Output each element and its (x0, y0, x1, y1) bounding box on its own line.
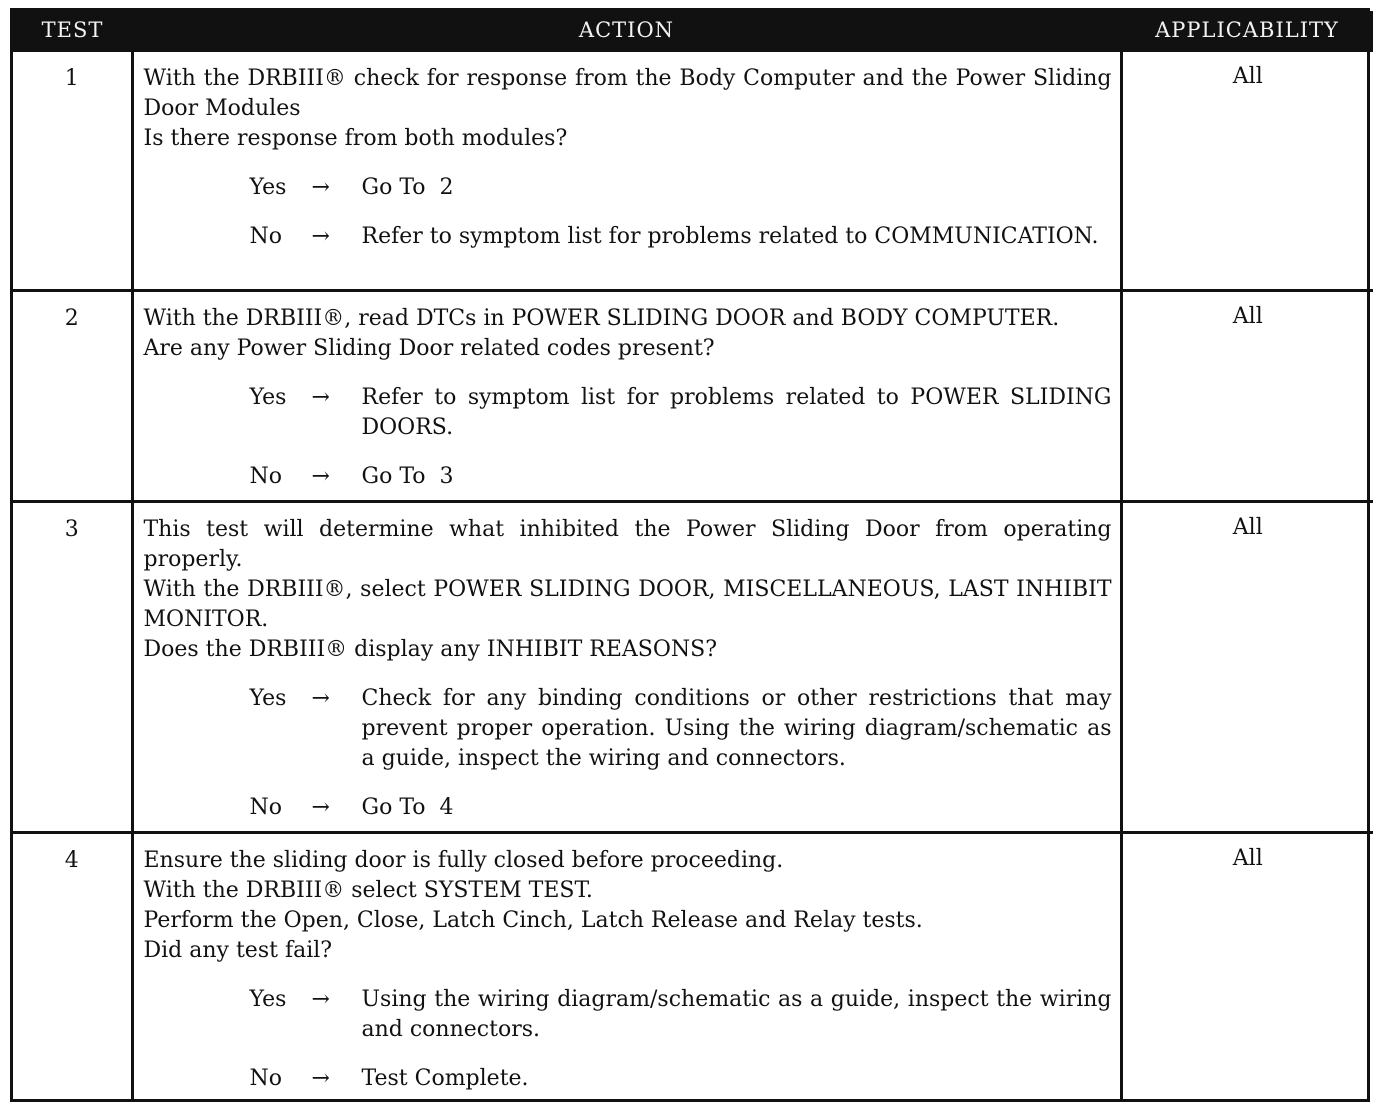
diagnostic-test-table (13, 11, 1373, 1102)
no-branch (250, 793, 1112, 823)
table-row (13, 51, 1373, 291)
table-row (13, 833, 1373, 1103)
table-header-row (13, 11, 1373, 51)
yes-label: Yes (249, 385, 287, 410)
yes-branch (250, 173, 1112, 203)
diagnostic-table-sheet (10, 8, 1370, 1102)
instruction-line: With the DRBIII®, read DTCs in POWER SLIDING DOOR and BODY COMPUTER. (143, 306, 1060, 331)
goto-number: 3 (439, 464, 454, 489)
instruction-line: Is there response from both modules? (143, 126, 568, 151)
goto-number: 4 (439, 795, 454, 820)
yes-result: Refer to symptom list for problems related to POWER SLIDING DOORS. (361, 385, 1112, 440)
arrow-right-icon: → (311, 987, 330, 1012)
goto-text: Go To (361, 464, 426, 489)
arrow-right-icon: → (311, 686, 330, 711)
instruction-line: With the DRBIII® check for response from the Body Computer and the Power Sliding Door Modules (143, 66, 1112, 121)
applicability-value: All (1121, 502, 1373, 833)
yes-label: Yes (249, 987, 287, 1012)
instruction-line: Ensure the sliding door is fully closed before proceeding. (143, 848, 784, 873)
test-number: 1 (13, 51, 132, 291)
no-branch (250, 1064, 1112, 1094)
instruction-line: Perform the Open, Close, Latch Cinch, Latch Release and Relay tests. (143, 908, 923, 933)
no-branch (250, 462, 1112, 492)
instruction-line: Does the DRBIII® display any INHIBIT REASONS? (143, 637, 717, 662)
no-result (362, 462, 1112, 492)
header-action: ACTION (132, 11, 1121, 51)
goto-text: Go To (361, 175, 426, 200)
applicability-value: All (1121, 51, 1373, 291)
instruction-line: This test will determine what inhibited the Power Sliding Door from operating properly. (143, 517, 1112, 572)
arrow-right-icon: → (311, 464, 330, 489)
applicability-value: All (1121, 291, 1373, 502)
goto-number: 2 (439, 175, 454, 200)
instruction-line: With the DRBIII® select SYSTEM TEST. (143, 878, 593, 903)
arrow-right-icon: → (311, 175, 330, 200)
no-result: Refer to symptom list for problems related to COMMUNICATION. (361, 224, 1099, 249)
table-row (13, 502, 1373, 833)
instruction-line: Are any Power Sliding Door related codes present? (143, 336, 715, 361)
action-cell (132, 291, 1121, 502)
yes-label: Yes (249, 686, 287, 711)
instruction-line: Did any test fail? (143, 938, 333, 963)
arrow-right-icon: → (311, 224, 330, 249)
table-row (13, 291, 1373, 502)
test-number: 3 (13, 502, 132, 833)
yes-branch (250, 684, 1112, 774)
header-applicability: APPLICABILITY (1121, 11, 1373, 51)
arrow-right-icon: → (311, 795, 330, 820)
no-result (362, 793, 1112, 823)
yes-result: Using the wiring diagram/schematic as a guide, inspect the wiring and connectors. (361, 987, 1112, 1042)
no-result: Test Complete. (361, 1066, 529, 1091)
yes-branch (250, 985, 1112, 1045)
no-branch (250, 222, 1112, 252)
no-label: No (249, 1066, 282, 1091)
test-number: 4 (13, 833, 132, 1103)
test-number: 2 (13, 291, 132, 502)
yes-result: Check for any binding conditions or other restrictions that may prevent proper operation. Using the wiring diagram/schematic as a guide, inspect the wiring and connectors. (361, 686, 1112, 771)
action-cell (132, 833, 1121, 1103)
arrow-right-icon: → (311, 1066, 330, 1091)
arrow-right-icon: → (311, 385, 330, 410)
goto-text: Go To (361, 795, 426, 820)
yes-branch (250, 383, 1112, 443)
action-cell (132, 502, 1121, 833)
applicability-value: All (1121, 833, 1373, 1103)
instruction-line: With the DRBIII®, select POWER SLIDING DOOR, MISCELLANEOUS, LAST INHIBIT MONITOR. (143, 577, 1112, 632)
yes-result (362, 173, 1112, 203)
header-test: TEST (13, 11, 132, 51)
yes-label: Yes (249, 175, 287, 200)
no-label: No (249, 795, 282, 820)
no-label: No (249, 224, 282, 249)
no-label: No (249, 464, 282, 489)
action-cell (132, 51, 1121, 291)
